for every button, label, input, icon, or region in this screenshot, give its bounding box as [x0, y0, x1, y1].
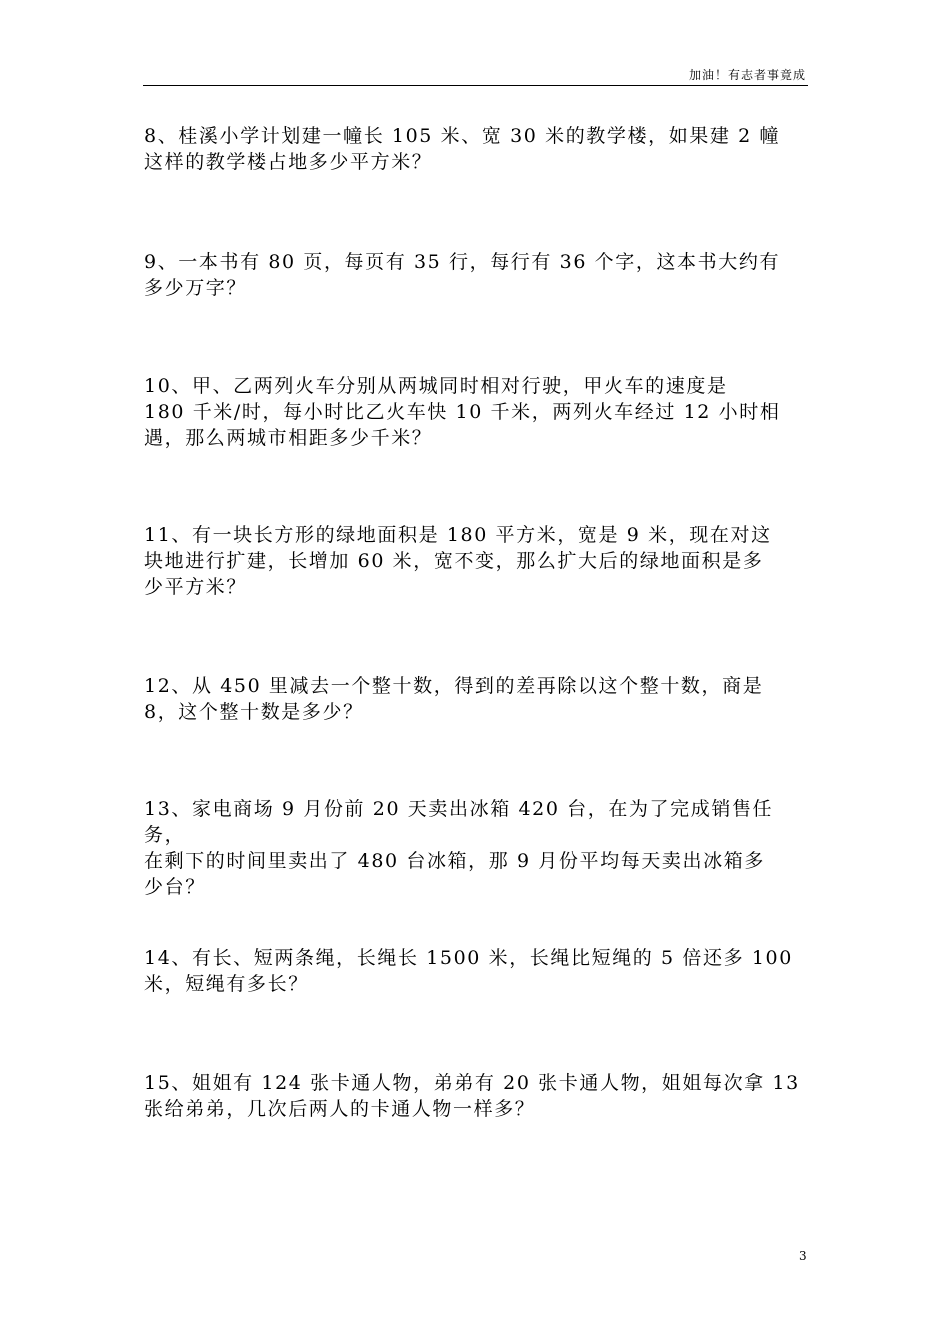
question-10: 10、甲、乙两列火车分别从两城同时相对行驶，甲火车的速度是 180 千米/时，每小时比乙火车快 10 千米，两列火车经过 12 小时相 遇，那么两城市相距多少千米？ — [144, 375, 781, 449]
header-motto: 加油！有志者事竟成 — [688, 68, 806, 82]
question-13: 13、家电商场 9 月份前 20 天卖出冰箱 420 台，在为了完成销售任务， 在剩下的时间里卖出了 480 台冰箱，那 9 月份平均每天卖出冰箱多 少台？ — [144, 798, 774, 898]
question-15: 15、姐姐有 124 张卡通人物，弟弟有 20 张卡通人物，姐姐每次拿 13 张给弟弟，几次后两人的卡通人物一样多？ — [144, 1072, 800, 1120]
question-12: 12、从 450 里减去一个整十数，得到的差再除以这个整十数，商是 8，这个整十数是多少？ — [144, 675, 764, 723]
page-number: 3 — [799, 1249, 807, 1263]
question-14: 14、有长、短两条绳，长绳长 1500 米，长绳比短绳的 5 倍还多 100 米，短绳有多长？ — [144, 947, 793, 995]
question-8: 8、桂溪小学计划建一幢长 105 米、宽 30 米的教学楼，如果建 2 幢 这样的教学楼占地多少平方米？ — [144, 125, 781, 173]
header-divider — [143, 85, 808, 86]
question-9: 9、一本书有 80 页，每页有 35 行，每行有 36 个字，这本书大约有 多少万字？ — [144, 251, 781, 299]
question-11: 11、有一块长方形的绿地面积是 180 平方米，宽是 9 米，现在对这 块地进行扩建，长增加 60 米，宽不变，那么扩大后的绿地面积是多 少平方米？ — [144, 524, 772, 598]
